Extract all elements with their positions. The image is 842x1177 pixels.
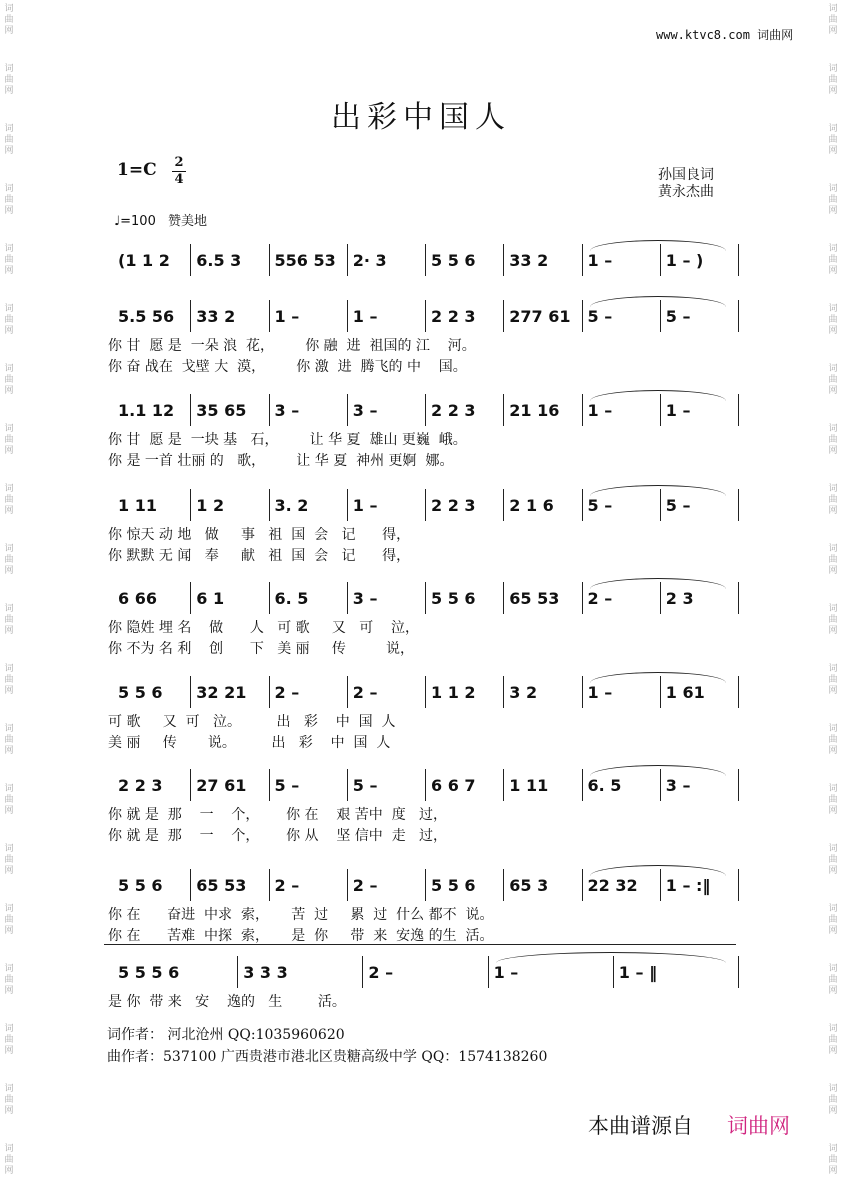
measure-notes: 3 – — [665, 776, 691, 795]
measure-notes: 5 5 6 — [118, 683, 163, 702]
measure-notes: 1 – — [352, 307, 378, 326]
lyric-line: 你 是 一首 壮丽 的 歌， 让 华 夏 神州 更婀 娜。 — [108, 453, 454, 469]
watermark-text: 词 曲 网 — [828, 184, 838, 216]
barline — [503, 300, 504, 332]
watermark-text: 词 曲 网 — [4, 1084, 14, 1116]
measure-notes: 2 2 3 — [431, 496, 476, 515]
watermark-text: 词 曲 网 — [828, 4, 838, 36]
watermark-text: 词 曲 网 — [4, 64, 14, 96]
watermark-text: 词 曲 网 — [4, 664, 14, 696]
measure-notes: 6 66 — [118, 589, 157, 608]
measure-notes: 1 – :‖ — [665, 876, 711, 895]
time-signature-top: 2 — [174, 155, 184, 170]
watermark-text: 词 曲 网 — [4, 904, 14, 936]
barline-end — [738, 676, 739, 708]
measure-notes: 5 – — [587, 496, 613, 515]
watermark-text: 词 曲 网 — [828, 544, 838, 576]
barline — [190, 394, 191, 426]
barline — [582, 489, 583, 521]
measure-notes: 1 – ‖ — [618, 963, 658, 982]
measure-notes: 277 61 — [509, 307, 571, 326]
barline — [269, 489, 270, 521]
key-signature: 1=C — [117, 160, 157, 180]
watermark-text: 词 曲 网 — [828, 1024, 838, 1056]
measure-notes: 2 2 3 — [118, 776, 163, 795]
watermark-text: 词 曲 网 — [828, 1084, 838, 1116]
watermark-text: 词 曲 网 — [828, 784, 838, 816]
barline-end — [738, 869, 739, 901]
measure-notes: 1 11 — [118, 496, 157, 515]
measure-notes: 5 5 5 6 — [118, 963, 180, 982]
barline — [347, 244, 348, 276]
watermark-text: 词 曲 网 — [828, 364, 838, 396]
measure-notes: 2 – — [352, 683, 378, 702]
watermark-text: 词 曲 网 — [4, 184, 14, 216]
watermark-text: 词 曲 网 — [4, 964, 14, 996]
expression-marking: 赞美地 — [167, 214, 207, 229]
barline — [503, 582, 504, 614]
measure-notes: 2 1 6 — [509, 496, 554, 515]
barline — [269, 300, 270, 332]
measure-notes: 1 61 — [665, 683, 705, 702]
watermark-text: 词 曲 网 — [4, 784, 14, 816]
measure-notes: 5 – — [274, 776, 300, 795]
barline — [347, 582, 348, 614]
measure-notes: 65 53 — [196, 876, 247, 895]
barline — [347, 394, 348, 426]
barline — [425, 676, 426, 708]
barline — [269, 769, 270, 801]
measure-notes: 33 2 — [196, 307, 236, 326]
lyricist-info: 词作者： 河北沧州 QQ:1035960620 — [107, 1027, 345, 1043]
barline — [503, 769, 504, 801]
measure-notes: 22 32 — [587, 876, 638, 895]
watermark-strip-left — [2, 0, 16, 1176]
measure-notes: 1 – — [665, 401, 691, 420]
lyric-line: 你 隐姓 埋 名 做 人 可 歌 又 可 泣， — [108, 620, 420, 636]
barline — [582, 244, 583, 276]
measure-notes: 27 61 — [196, 776, 247, 795]
measure-notes: (1 1 2 — [118, 251, 170, 270]
lyric-line: 你 甘 愿 是 一块 基 石， 让 华 夏 雄山 更巍 峨。 — [108, 432, 467, 448]
watermark-text: 词 曲 网 — [828, 604, 838, 636]
barline — [190, 244, 191, 276]
watermark-text: 词 曲 网 — [4, 364, 14, 396]
time-signature-bottom: 4 — [174, 172, 184, 187]
slur-mark — [590, 578, 727, 589]
composer-credit: 黄永杰曲 — [658, 184, 714, 200]
measure-notes: 3. 2 — [274, 496, 309, 515]
watermark-text: 词 曲 网 — [828, 244, 838, 276]
lyric-line: 你 甘 愿 是 一朵 浪 花， 你 融 进 祖国的 江 河。 — [108, 338, 476, 354]
barline — [503, 394, 504, 426]
barline — [425, 489, 426, 521]
measure-notes: 65 3 — [509, 876, 549, 895]
watermark-text: 词 曲 网 — [828, 1144, 838, 1176]
measure-notes: 5 5 6 — [118, 876, 163, 895]
lyric-line: 你 就 是 那 一 个， 你 在 艰 苦中 度 过， — [108, 807, 448, 823]
watermark-text: 词 曲 网 — [4, 244, 14, 276]
measure-notes: 2 3 — [665, 589, 694, 608]
source-brand-link[interactable]: 词曲网 — [727, 1114, 790, 1138]
barline — [503, 869, 504, 901]
watermark-text: 词 曲 网 — [828, 304, 838, 336]
lyric-line: 你 惊天 动 地 做 事 祖 国 会 记 得， — [108, 527, 411, 543]
measure-notes: 1 – ) — [665, 251, 704, 270]
watermark-text: 词 曲 网 — [4, 604, 14, 636]
measure-notes: 32 21 — [196, 683, 247, 702]
measure-notes: 2 – — [274, 876, 300, 895]
measure-notes: 1 2 — [196, 496, 225, 515]
barline — [269, 394, 270, 426]
watermark-text: 词 曲 网 — [828, 64, 838, 96]
measure-notes: 6 1 — [196, 589, 225, 608]
measure-notes: 3 3 3 — [243, 963, 288, 982]
barline — [503, 244, 504, 276]
watermark-text: 词 曲 网 — [4, 1144, 14, 1176]
measure-notes: 2 2 3 — [431, 401, 476, 420]
watermark-text: 词 曲 网 — [828, 844, 838, 876]
lyric-line: 你 不为 名 利 创 下 美 丽 传 说， — [108, 641, 414, 657]
barline-end — [738, 582, 739, 614]
barline-end — [738, 300, 739, 332]
lyric-line: 你 默默 无 闻 奉 献 祖 国 会 记 得， — [108, 548, 411, 564]
measure-notes: 2 2 3 — [431, 307, 476, 326]
volta-bracket — [104, 944, 736, 945]
watermark-text: 词 曲 网 — [828, 964, 838, 996]
barline — [582, 582, 583, 614]
slur-mark — [590, 296, 727, 307]
barline — [347, 676, 348, 708]
lyric-line: 是 你 带 来 安 逸的 生 活。 — [108, 994, 346, 1010]
barline-end — [738, 489, 739, 521]
measure-notes: 5 – — [665, 307, 691, 326]
watermark-text: 词 曲 网 — [4, 724, 14, 756]
measure-notes: 3 – — [352, 401, 378, 420]
barline — [362, 956, 363, 988]
barline — [582, 300, 583, 332]
watermark-text: 词 曲 网 — [4, 124, 14, 156]
lyric-line: 你 在 奋进 中求 索， 苦 过 累 过 什么 都不 说。 — [108, 907, 494, 923]
measure-notes: 3 – — [274, 401, 300, 420]
measure-notes: 3 – — [352, 589, 378, 608]
lyric-line: 你 在 苦难 中探 索， 是 你 带 来 安逸 的生 活。 — [108, 928, 494, 944]
slur-mark — [590, 485, 727, 496]
barline — [347, 489, 348, 521]
watermark-text: 词 曲 网 — [828, 484, 838, 516]
site-header[interactable]: www.ktvc8.com 词曲网 — [656, 28, 794, 42]
watermark-text: 词 曲 网 — [4, 1024, 14, 1056]
slur-mark — [590, 240, 727, 251]
barline — [237, 956, 238, 988]
measure-notes: 6.5 3 — [196, 251, 242, 270]
measure-notes: 2 – — [274, 683, 300, 702]
barline — [582, 676, 583, 708]
composer-info: 曲作者：537100 广西贵港市港北区贵糖高级中学 QQ：1574138260 — [107, 1049, 548, 1065]
measure-notes: 5 5 6 — [431, 876, 476, 895]
measure-notes: 65 53 — [509, 589, 560, 608]
measure-notes: 1 – — [587, 683, 613, 702]
lyric-line: 你 就 是 那 一 个， 你 从 坚 信中 走 过， — [108, 828, 448, 844]
song-title: 出彩中国人 — [331, 100, 511, 135]
barline — [425, 244, 426, 276]
barline — [503, 676, 504, 708]
measure-notes: 1 – — [352, 496, 378, 515]
measure-notes: 1 11 — [509, 776, 549, 795]
measure-notes: 2 – — [352, 876, 378, 895]
measure-notes: 1 – — [274, 307, 300, 326]
watermark-text: 词 曲 网 — [828, 424, 838, 456]
lyric-line: 可 歌 又 可 泣。 出 彩 中 国 人 — [108, 714, 396, 730]
barline — [425, 300, 426, 332]
measure-notes: 1.1 12 — [118, 401, 175, 420]
barline — [269, 582, 270, 614]
barline — [425, 769, 426, 801]
watermark-text: 词 曲 网 — [4, 844, 14, 876]
measure-notes: 21 16 — [509, 401, 560, 420]
watermark-strip-right — [826, 0, 840, 1176]
measure-notes: 556 53 — [274, 251, 336, 270]
watermark-text: 词 曲 网 — [828, 904, 838, 936]
watermark-text: 词 曲 网 — [4, 424, 14, 456]
barline — [425, 394, 426, 426]
lyricist-credit: 孙国良词 — [658, 167, 714, 183]
measure-notes: 1 – — [587, 251, 613, 270]
barline-end — [738, 956, 739, 988]
barline — [582, 869, 583, 901]
measure-notes: 2 – — [587, 589, 613, 608]
barline-end — [738, 769, 739, 801]
watermark-text: 词 曲 网 — [4, 484, 14, 516]
barline — [425, 869, 426, 901]
barline — [269, 869, 270, 901]
measure-notes: 1 – — [587, 401, 613, 420]
measure-notes: 5 – — [352, 776, 378, 795]
measure-notes: 6. 5 — [587, 776, 622, 795]
barline — [503, 489, 504, 521]
lyric-line: 你 奋 战在 戈壁 大 漠， 你 激 进 腾飞的 中 国。 — [108, 359, 467, 375]
watermark-text: 词 曲 网 — [4, 4, 14, 36]
barline — [347, 300, 348, 332]
measure-notes: 5 5 6 — [431, 251, 476, 270]
barline-end — [738, 394, 739, 426]
measure-notes: 5 – — [587, 307, 613, 326]
measure-notes: 5 – — [665, 496, 691, 515]
measure-notes: 5 5 6 — [431, 589, 476, 608]
slur-mark — [496, 952, 726, 963]
measure-notes: 6. 5 — [274, 589, 309, 608]
watermark-text: 词 曲 网 — [828, 124, 838, 156]
slur-mark — [590, 765, 727, 776]
barline — [269, 244, 270, 276]
measure-notes: 6 6 7 — [431, 776, 476, 795]
barline — [347, 769, 348, 801]
measure-notes: 3 2 — [509, 683, 538, 702]
watermark-text: 词 曲 网 — [828, 724, 838, 756]
barline — [190, 582, 191, 614]
slur-mark — [590, 865, 727, 876]
barline — [190, 869, 191, 901]
measure-notes: 1 1 2 — [431, 683, 476, 702]
barline — [425, 582, 426, 614]
watermark-text: 词 曲 网 — [828, 664, 838, 696]
barline — [582, 394, 583, 426]
barline — [488, 956, 489, 988]
slur-mark — [590, 390, 727, 401]
barline — [190, 769, 191, 801]
barline — [347, 869, 348, 901]
time-signature — [172, 156, 186, 187]
source-label: 本曲谱源自 — [588, 1114, 693, 1138]
barline — [190, 489, 191, 521]
barline-end — [738, 244, 739, 276]
measure-notes: 2· 3 — [352, 251, 387, 270]
measure-notes: 5.5 56 — [118, 307, 175, 326]
barline — [190, 676, 191, 708]
barline — [582, 769, 583, 801]
measure-notes: 2 – — [368, 963, 394, 982]
tempo-value: ♩=100 — [114, 214, 156, 229]
lyric-line: 美 丽 传 说。 出 彩 中 国 人 — [108, 735, 391, 751]
watermark-text: 词 曲 网 — [4, 544, 14, 576]
slur-mark — [590, 672, 727, 683]
measure-notes: 35 65 — [196, 401, 247, 420]
measure-notes: 1 – — [493, 963, 519, 982]
measure-notes: 33 2 — [509, 251, 549, 270]
barline — [190, 300, 191, 332]
barline — [269, 676, 270, 708]
tempo-marking — [114, 210, 207, 229]
watermark-text: 词 曲 网 — [4, 304, 14, 336]
